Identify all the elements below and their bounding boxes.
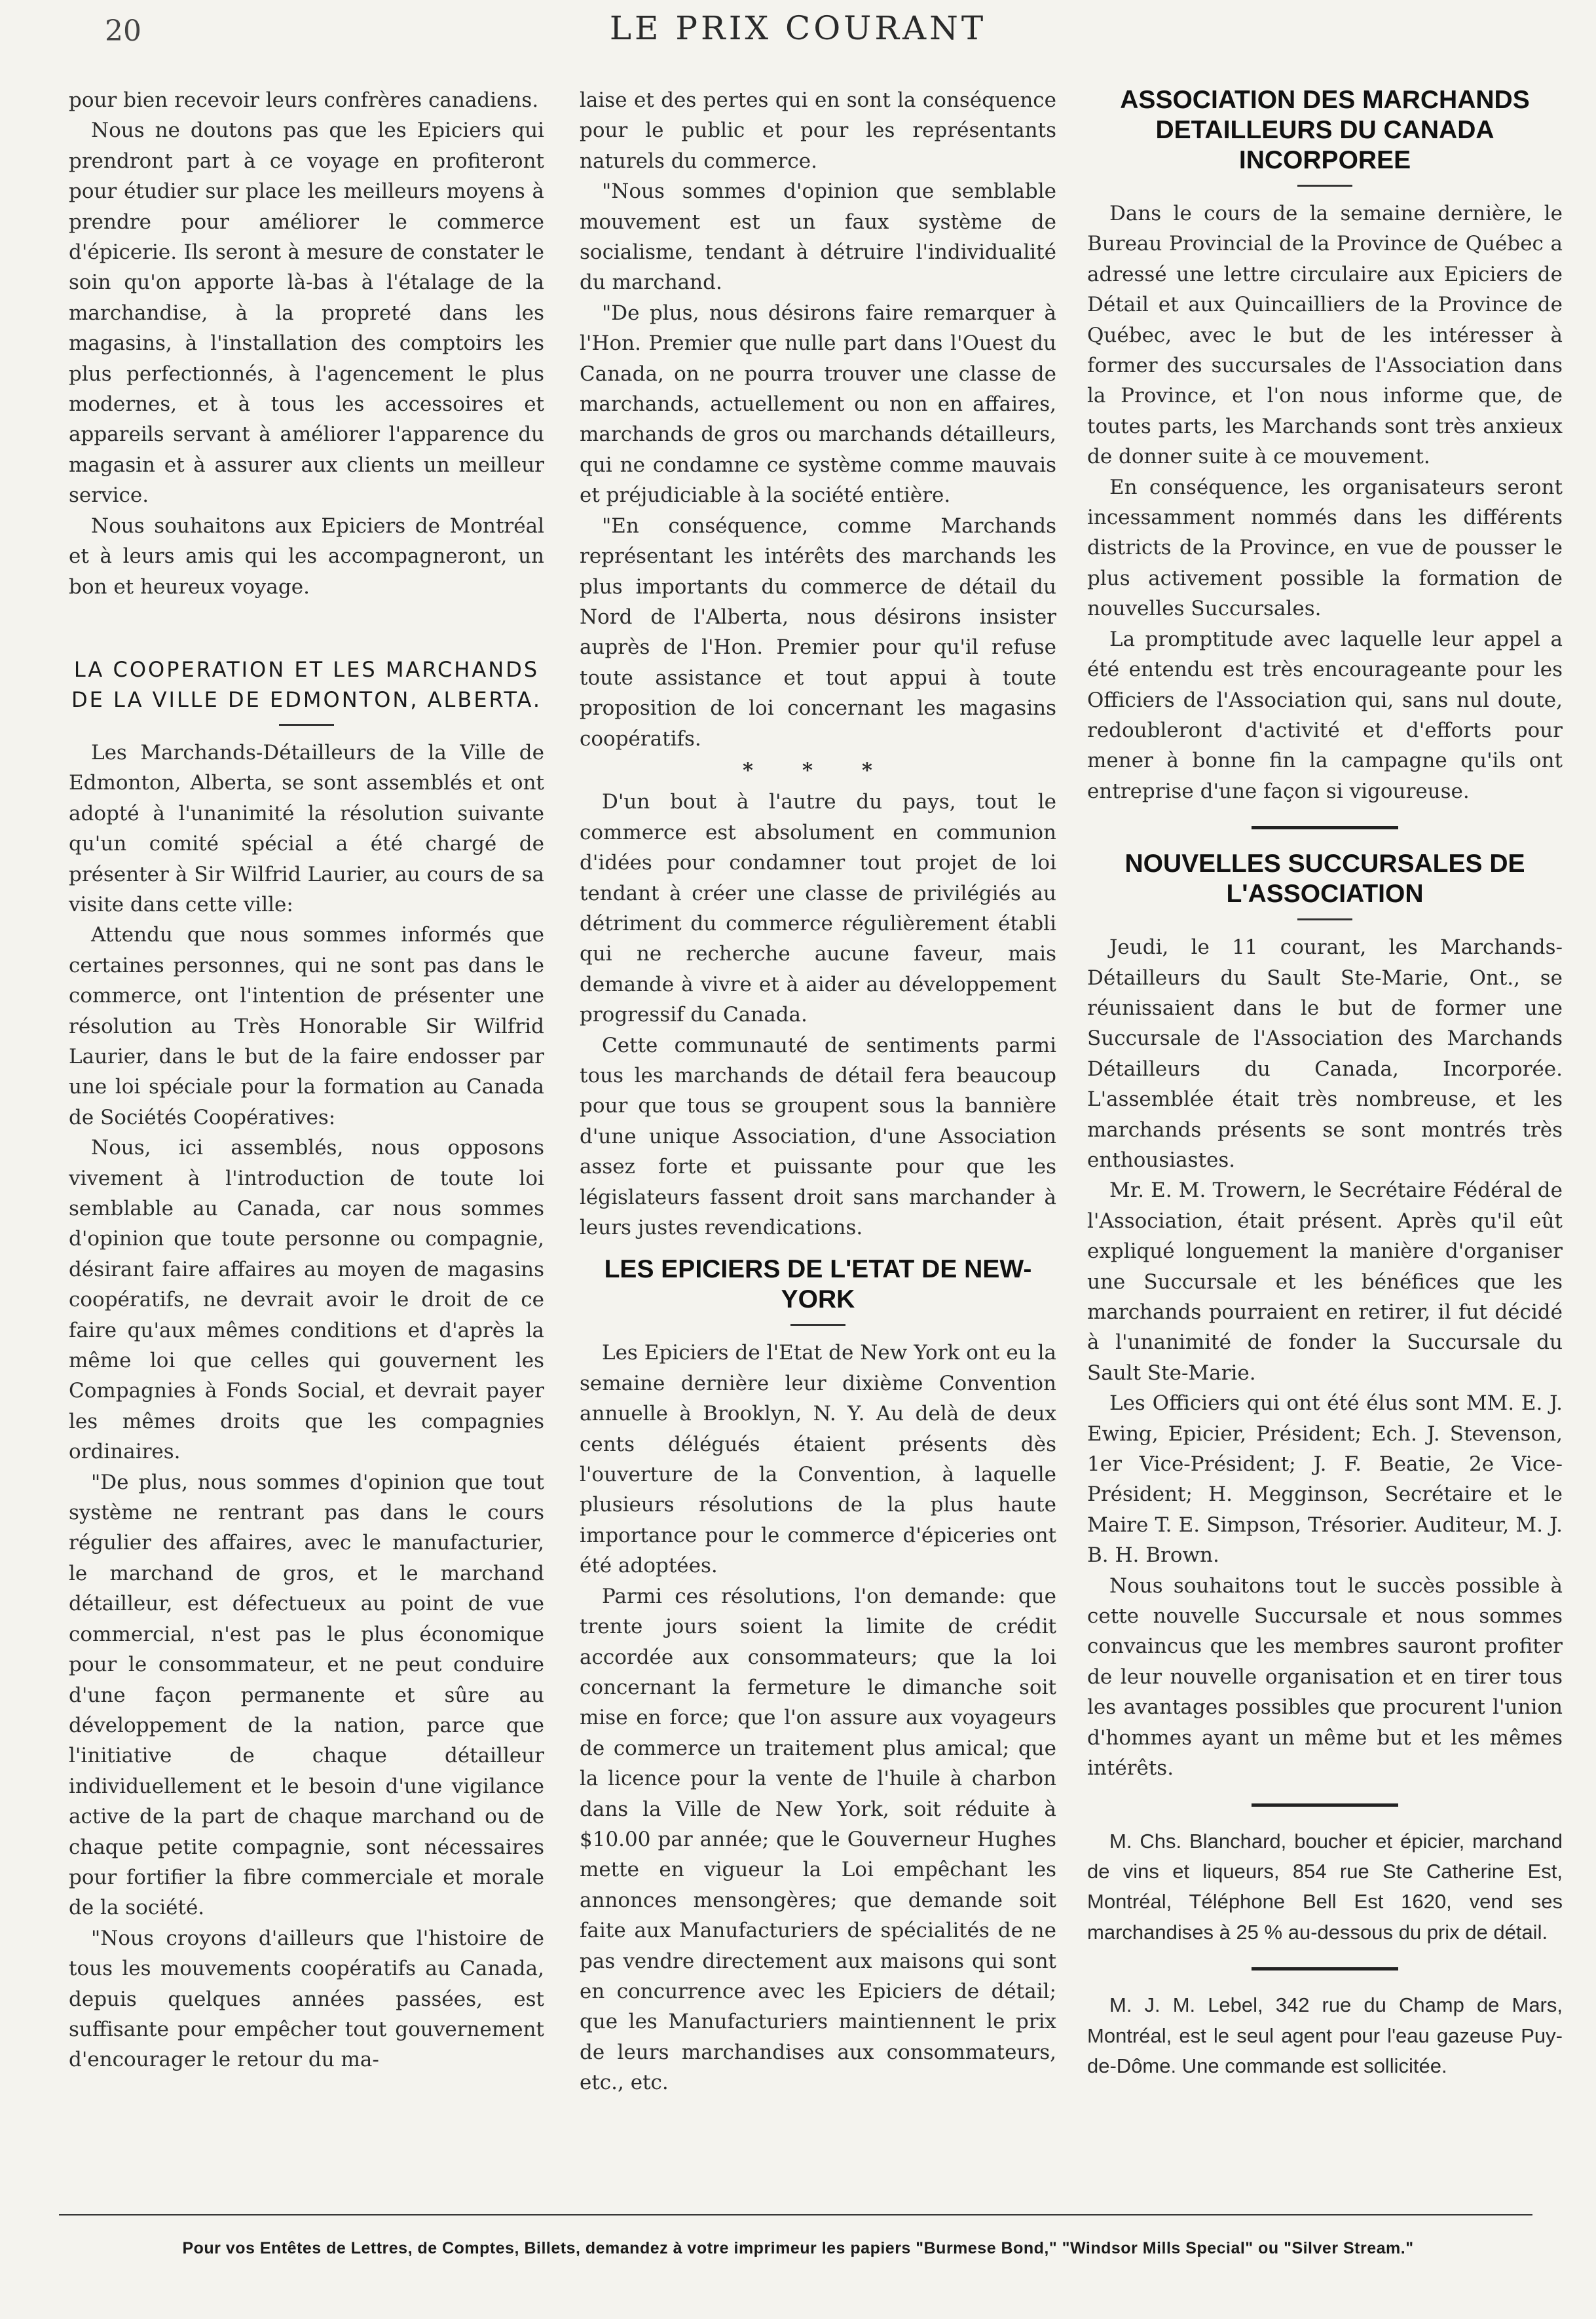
masthead-title: LE PRIX COURANT [609,9,987,47]
paragraph: "De plus, nous sommes d'opinion que tout système ne rentrant pas dans le cours régulier des affaires, avec le manufacturier, le marchand de gros, et le marchand détailleur, est défectueux au point de vue commercial, n'est pas le plus économique pour le consommateur, et ne peut conduire d'une façon permanente et sûre au développement de la nation, parce que l'initiative de chaque détailleur individuellement et le besoin d'une vigilance active de la part de chaque marchand ou de chaque petite compagnie, sont nécessaires pour fortifier la fibre commerciale et morale de la société. [69,1470,544,1920]
paragraph: pour bien recevoir leurs confrères canadiens. [69,88,539,112]
section-divider [1252,1803,1398,1807]
paragraph: D'un bout à l'autre du pays, tout le commerce est absolument en communion d'idées pour condamner tout projet de loi tendant à créer une classe de privilégiés au détriment du commerce régulièrement établi qui ne recherche aucune faveur, mais demande à vivre et à aider au développement progressif du Canada. [580,790,1056,1027]
paragraph: Attendu que nous sommes informés que certaines personnes, qui ne sont pas dans le commerce, ont l'intention de présenter une résolution au Très Honorable Sir Wilfrid Laurier, dans le but de la faire endosser par une loi spéciale pour la formation au Canada de Sociétés Coopératives: [69,923,544,1129]
footer-rule [59,2214,1532,2215]
paragraph: Les Marchands-Détailleurs de la Ville de Edmonton, Alberta, se sont assemblés et ont adopté à l'unanimité la résolution suivante qu'un comité spécial a été chargé de présenter à Sir Wilfrid Laurier, au cours de sa visite dans cette ville: [69,740,544,916]
coop-article-title: LA COOPERATION ET LES MARCHANDS DE LA VILLE DE EDMONTON, ALBERTA. [71,656,542,712]
column-right [1087,85,1563,2081]
paragraph: Nous, ici assemblés, nous opposons vivement à l'introduction de toute loi semblable au Canada, car nous sommes d'opinion que toute personne ou compagnie, désirant faire affaires au moyen de magasins coopératifs, ne devrait avoir le droit de ce faire qu'aux mêmes conditions et d'après la même loi que celles qui gouvernent les Compagnies à Fonds Social, et devrait payer les mêmes droits que les compagnies ordinaires. [69,1136,544,1464]
branches-article-title: NOUVELLES SUCCURSALES DE L'ASSOCIATION [1124,850,1525,909]
paragraph: Cette communauté de sentiments parmi tous les marchands de détail fera beaucoup pour que tous se groupent sous la bannière d'une unique Association, d'une Association assez forte et puissante pour que les législateurs fassent droit sans marchander à leurs justes revendications. [580,1033,1056,1240]
paragraph: Les Officiers qui ont été élus sont MM. E. J. Ewing, Epicier, Président; Ech. J. Stevenson, 1er Vice-Président; J. F. Beatie, 2e Vice-Président; H. Megginson, Secrétaire et le Maire T. E. Simpson, Trésorier. Auditeur, M. J. B. H. Brown. [1087,1391,1563,1568]
page-number: 20 [105,14,141,48]
column-left [69,85,544,2075]
paragraph: Dans le cours de la semaine dernière, le Bureau Provincial de la Province de Québec a adressé une lettre circulaire aux Epiciers de Détail et aux Quincailliers de la Province de Québec, avec le but de les intéresser à former des succursales de l'Association dans la Province, et l'on nous informe que, de toutes parts, les Marchands sont très anxieux de donner suite à ce mouvement. [1087,202,1563,469]
paragraph: Les Epiciers de l'Etat de New York ont eu la semaine dernière leur dixième Convention annuelle à Brooklyn, N. Y. Au delà de deux cents délégués étaient présents dès l'ouverture de la Convention, à laquelle plusieurs résolutions de la plus haute importance pour le commerce d'épiceries ont été adoptées. [580,1341,1056,1578]
paragraph: Nous souhaitons aux Epiciers de Montréal et à leurs amis qui les accompagneront, un bon et heureux voyage. [69,514,544,599]
divider [1297,918,1352,920]
notice-lebel: M. J. M. Lebel, 342 rue du Champ de Mars, Montréal, est le seul agent pour l'eau gazeuse Puy-de-Dôme. Une commande est sollicitée. [1087,1993,1563,2077]
divider [279,724,334,726]
association-article-title: ASSOCIATION DES MARCHANDS DETAILLEURS DU CANADA INCORPOREE [1120,86,1530,174]
divider [790,1324,845,1326]
section-divider [1252,1967,1398,1970]
divider [1297,185,1352,187]
paragraph: "En conséquence, comme Marchands représentant les intérêts des marchands les plus importants du commerce de détail du Nord de l'Alberta, nous désirons insister auprès de l'Hon. Premier pour qu'il refuse toute assistance et tout appui à toute proposition de loi concernant les magasins coopératifs. [580,514,1056,751]
section-stars: * * * [742,758,894,782]
paragraph: "De plus, nous désirons faire remarquer à l'Hon. Premier que nulle part dans l'Ouest du Canada, on ne pourra trouver une classe de marchands, actuellement ou non en affaires, marchands de gros ou marchands détailleurs, qui ne condamne ce système comme mauvais et préjudiciable à la société entière. [580,301,1056,508]
column-middle [580,85,1056,2098]
paragraph: "Nous sommes d'opinion que semblable mouvement est un faux système de socialisme, tendant à détruire l'individualité du marchand. [580,179,1056,295]
ny-article-title: LES EPICIERS DE L'ETAT DE NEW-YORK [604,1255,1032,1314]
section-divider [1252,826,1398,829]
paragraph: laise et des pertes qui en sont la conséquence pour le public et pour les représentants naturels du commerce. [580,88,1056,173]
paragraph: Mr. E. M. Trowern, le Secrétaire Fédéral de l'Association, était présent. Après qu'il eût expliqué longuement la manière d'organiser une Succursale et les bénéfices que les marchands pourraient en retirer, il fut décidé à l'unanimité de fonder la Succursale du Sault Ste-Marie. [1087,1178,1563,1385]
paragraph: "Nous croyons d'ailleurs que l'histoire de tous les mouvements coopératifs au Canada, depuis quelques années passées, est suffisante pour empêcher tout gouvernement d'encourager le retour du ma- [69,1926,544,2072]
footer-advertisement: Pour vos Entêtes de Lettres, de Comptes, Billets, demandez à votre imprimeur les papiers "Burmese Bond," "Windsor Mills Special" ou "Silver Stream." [182,2239,1414,2257]
paragraph: Nous souhaitons tout le succès possible à cette nouvelle Succursale et nous sommes convaincus que les membres sauront profiter de leur nouvelle organisation et en tirer tous les avantages possibles que procurent l'union d'hommes ayant un même but et les mêmes intérêts. [1087,1574,1563,1781]
paragraph: Nous ne doutons pas que les Epiciers qui prendront part à ce voyage en profiteront pour étudier sur place les meilleurs moyens à prendre pour améliorer le commerce d'épicerie. Ils seront à mesure de constater le soin qu'on apporte là-bas à l'étalage de la marchandise, à la propreté dans les magasins, à l'installation des comptoirs les plus perfectionnés, à l'agencement le plus modernes, et à tous les accessoires et appareils servant à améliorer l'apparence du magasin et à assurer aux clients un meilleur service. [69,119,544,508]
paragraph: Jeudi, le 11 courant, les Marchands-Détailleurs du Sault Ste-Marie, Ont., se réunissaient dans le but de former une Succursale de l'Association des Marchands Détailleurs du Canada, Incorporée. L'assemblée était très nombreuse, et les marchands présents se sont montrés très enthousiastes. [1087,935,1563,1172]
paragraph: La promptitude avec laquelle leur appel a été entendu est très encourageante pour les Officiers de l'Association qui, sans nul doute, redoubleront d'activité et d'efforts pour mener à bonne fin la campagne qu'ils ont entreprise d'une façon si vigoureuse. [1087,627,1563,803]
paragraph: En conséquence, les organisateurs seront incessamment nommés dans les différents districts de la Province, en vue de pousser le plus activement possible la formation de nouvelles Succursales. [1087,475,1563,621]
notice-blanchard: M. Chs. Blanchard, boucher et épicier, marchand de vins et liqueurs, 854 rue Ste Catherine Est, Montréal, Téléphone Bell Est 1620, vend ses marchandises à 25 % au-dessous du prix de détail. [1087,1829,1563,1944]
paragraph: Parmi ces résolutions, l'on demande: que trente jours soient la limite de crédit accordée aux consommateurs; que la loi concernant la fermeture le dimanche soit mise en force; que l'on assure aux voyageurs de commerce un traitement plus amical; que la licence pour la vente de l'huile à charbon dans la Ville de New York, soit réduite à $10.00 par année; que le Gouverneur Hughes mette en vigueur la Loi empêchant les annonces mensongères; que demande soit faite aux Manufacturiers de spécialités de ne pas vendre directement aux maisons qui sont en concurrence avec les Epiciers de détail; que les Manufacturiers maintiennent le prix de leurs marchandises aux consommateurs, etc., etc. [580,1584,1056,2095]
